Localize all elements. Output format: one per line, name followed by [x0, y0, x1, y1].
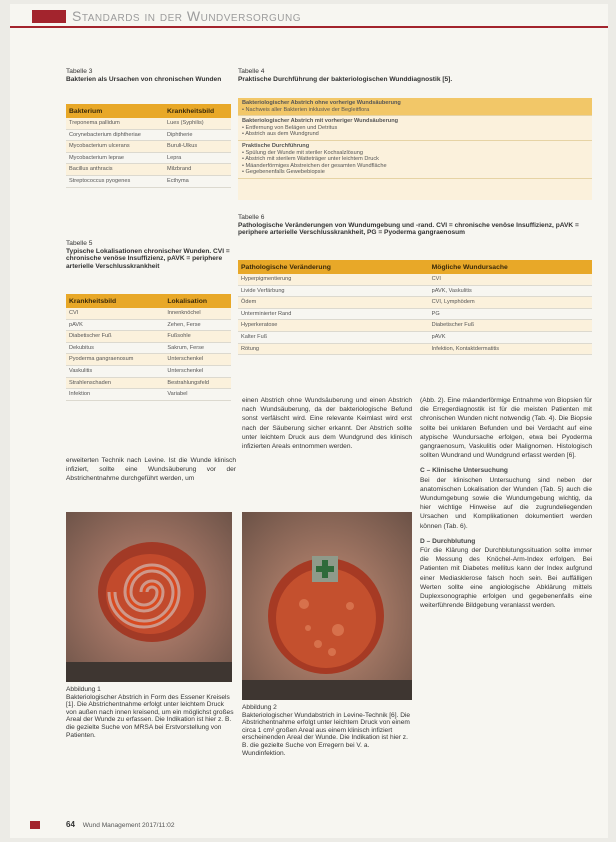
- table6-header-0: Pathologische Veränderung: [238, 260, 429, 274]
- table-cell: Dekubitus: [66, 342, 164, 354]
- table4-bullet: • Mäanderförmiges Abstreichen der gesamten Wundfläche: [242, 162, 387, 169]
- table-cell: Hyperpigmentierung: [238, 274, 429, 285]
- table-row: [66, 389, 231, 401]
- table4-bullet: • Gegebenenfalls Gewebebiopsie: [242, 169, 325, 176]
- table5-caption: Tabelle 5: [66, 240, 93, 247]
- table3: [66, 104, 231, 188]
- page-header-title: Standards in der Wundversorgung: [72, 8, 301, 24]
- table-cell: Streptococcus pyogenes: [66, 175, 164, 187]
- table-cell: Lues (Syphilis): [164, 118, 231, 129]
- table-cell: Unterschenkel: [164, 365, 231, 377]
- header-mark: [32, 10, 66, 23]
- table-cell: Pyoderma gangraenosum: [66, 354, 164, 366]
- table-row: [66, 175, 231, 187]
- table5-title: Typische Lokalisationen chronischer Wunden. CVI = chronische venöse Insuffizienz, pAVK = periphere arterielle Verschlusskrankheit: [66, 247, 230, 270]
- table-cell: Milzbrand: [164, 164, 231, 176]
- table-row: [66, 377, 231, 389]
- table4-bullet: • Entfernung von Belägen und Detritus: [242, 124, 338, 131]
- figure2-photo: [242, 512, 412, 700]
- table-cell: Livide Verfärbung: [238, 285, 429, 297]
- table-row: [66, 331, 231, 343]
- table-cell: Bestrahlungsfeld: [164, 377, 231, 389]
- table-row: [66, 141, 231, 153]
- table4-box: [238, 98, 592, 200]
- body-column-2-text: einen Abstrich ohne Wundsäuberung und einen Abstrich nach Wundsäuberung, da der bakteriologische Befund sonst verfälscht wird. Eine relevante Keimlast wird erst nach der Säuberung sicher erkannt. Der Abstrich sollte unter leichtem Druck aus dem Wundgrund des klinisch infizierten Areals entnommen werden.: [242, 397, 412, 451]
- figure2-caption: Abbildung 2: [242, 704, 277, 711]
- table-cell: Mycobacterium leprae: [66, 152, 164, 164]
- table4-bullet: • Nachweis aller Bakterien inklusive der Begleitflora: [242, 106, 370, 113]
- table-row: [66, 354, 231, 366]
- table-cell: Innenknöchel: [164, 308, 231, 319]
- table-cell: Fußsohle: [164, 331, 231, 343]
- figure1-caption: Abbildung 1: [66, 686, 101, 693]
- table-row: [66, 118, 231, 129]
- table-cell: Strahlenschaden: [66, 377, 164, 389]
- table4-caption-block: [238, 68, 592, 83]
- table-row: [66, 308, 231, 319]
- table-row: [238, 297, 592, 309]
- header-rule: [10, 26, 608, 28]
- table-cell: pAVK, Vaskulitis: [429, 285, 592, 297]
- table-row: [238, 331, 592, 343]
- table4-bullet: • Abstrich mit sterilem Watteträger unter leichtem Druck: [242, 156, 379, 163]
- table4-bullet: • Spülung der Wunde mit steriler Kochsalzlösung: [242, 149, 363, 156]
- col3-subheading-c: C – Klinische Untersuchung: [420, 467, 508, 475]
- journal-name: Wund Management 2017/11:02: [82, 822, 175, 829]
- table-cell: Diabetischer Fuß: [66, 331, 164, 343]
- body-column-1-text: erweiterten Technik nach Levine. Ist die Wunde klinisch infiziert, sollte eine Wundsäuberung vor der Abstrichentnahme durchgeführt werden, um: [66, 457, 236, 483]
- table-row: [238, 274, 592, 285]
- table4-bullet: • Abstrich aus dem Wundgrund: [242, 131, 319, 138]
- table-cell: Treponema pallidum: [66, 118, 164, 129]
- table3-caption-block: [66, 68, 231, 83]
- footer-mark: [30, 821, 40, 829]
- body-column-1: [66, 456, 236, 502]
- table-cell: Diphtherie: [164, 129, 231, 141]
- table-cell: Infektion: [66, 389, 164, 401]
- table3-title: Bakterien als Ursachen von chronischen Wunden: [66, 75, 222, 83]
- table-cell: Infektion, Kontaktdermatitis: [429, 343, 592, 355]
- table-cell: Lepra: [164, 152, 231, 164]
- table4-title: Praktische Durchführung der bakteriologischen Wunddiagnostik [5].: [238, 75, 453, 83]
- table4-group-heading: Bakteriologischer Abstrich mit vorheriger Wundsäuberung: [242, 118, 399, 125]
- table4-group: [238, 116, 592, 141]
- table-cell: Vaskulitis: [66, 365, 164, 377]
- table4-group-heading: Bakteriologischer Abstrich ohne vorherige Wundsäuberung: [242, 100, 401, 106]
- table-cell: Corynebacterium diphtheriae: [66, 129, 164, 141]
- table5-header-1: Lokalisation: [164, 294, 231, 308]
- table-cell: Unterminierter Rand: [238, 308, 429, 320]
- table-cell: Buruli-Ulkus: [164, 141, 231, 153]
- page-footer: [66, 820, 175, 829]
- table-cell: Unterschenkel: [164, 354, 231, 366]
- table-row: [66, 342, 231, 354]
- figure1-text: Bakteriologischer Abstrich in Form des Essener Kreisels [1]. Die Abstrichentnahme erfolgt unter leichtem Druck von außen nach innen kreisend, um ein möglichst großes Areal der Wunde zu erfassen. Die Indikation ist hier z. B. die gezielte Suche von MRSA bei Erstvorstellung von Patienten.: [66, 693, 234, 739]
- table5-caption-block: [66, 240, 231, 270]
- table-row: [66, 152, 231, 164]
- col3-para-2: Bei der klinischen Untersuchung sind neben der anatomischen Lokalisation der Wunden (Tab. 5) auch die Wundumgebung sowie die Wundumgebung wichtig, da hier wichtige Hinweise auf die zugrundeliegenden Ursachen und Komplikationen dokumentiert werden können (Tab. 6).: [420, 476, 592, 530]
- table6-header-1: Mögliche Wundursache: [429, 260, 592, 274]
- body-column-2: [242, 396, 412, 502]
- table4-group: [238, 141, 592, 179]
- table-cell: Diabetischer Fuß: [429, 320, 592, 332]
- table6-title: Pathologische Veränderungen von Wundumgebung und -rand. CVI = chronische venöse Insuffizienz, pAVK = periphere arterielle Verschlusskrankheit, PG = Pyoderma gangraenosum: [238, 221, 579, 237]
- table-row: [238, 308, 592, 320]
- table-row: [66, 319, 231, 331]
- table3-caption: Tabelle 3: [66, 68, 93, 75]
- body-column-3: [420, 396, 592, 810]
- table-cell: Sakrum, Ferse: [164, 342, 231, 354]
- table-row: [238, 343, 592, 355]
- table-cell: CVI, Lymphödem: [429, 297, 592, 309]
- table4-group-heading: Praktische Durchführung: [242, 142, 310, 149]
- table-cell: Rötung: [238, 343, 429, 355]
- table6-caption-block: [238, 214, 592, 237]
- figure1-photo: [66, 512, 232, 682]
- figure1-caption-block: [66, 686, 234, 739]
- table-cell: CVI: [429, 274, 592, 285]
- table-cell: Kalter Fuß: [238, 331, 429, 343]
- table4-group: [238, 98, 592, 116]
- page: [10, 4, 608, 838]
- table-row: [66, 129, 231, 141]
- col3-subheading-d: D – Durchblutung: [420, 537, 476, 545]
- table-row: [238, 320, 592, 332]
- figure2-text: Bakteriologischer Wundabstrich in Levine-Technik [6]. Die Abstrichentnahme erfolgt unter leichtem Druck von einem circa 1 cm² großen Areal aus einem klinisch infiziert erscheinenden Areal der Wunde. Die Indikation ist hier z. B. die gezielte Suche von Erregern bei V. a. Wundinfektion.: [242, 711, 411, 757]
- page-number: 64: [66, 820, 75, 829]
- col3-para-1: (Abb. 2). Eine mäanderförmige Entnahme von Biopsien für die Erregerdiagnostik ist für die meisten Patienten mit chronischen Wunden nicht notwendig (Tab. 4). Die Biopsie sollte bei unklaren Befunden und bei Verdacht auf eine atypische Wundursache erfolgen, etwa bei Pyoderma gangraenosum, Vaskulitis oder Malignomen. Histologisch sollten Wundrand und Wundgrund erfasst werden [6].: [420, 397, 592, 460]
- table4-caption: Tabelle 4: [238, 68, 265, 75]
- table-cell: pAVK: [429, 331, 592, 343]
- table6-caption: Tabelle 6: [238, 214, 265, 221]
- table-row: [66, 164, 231, 176]
- table-row: [238, 285, 592, 297]
- table-cell: Zehen, Ferse: [164, 319, 231, 331]
- table3-header-1: Krankheitsbild: [164, 104, 231, 118]
- table-cell: PG: [429, 308, 592, 320]
- table-cell: Variabel: [164, 389, 231, 401]
- table-cell: pAVK: [66, 319, 164, 331]
- col3-para-3: Für die Klärung der Durchblutungssituation sollte immer die Messung des Knöchel-Arm-Index erfolgen. Bei Patienten mit Diabetes mellitus kann der Index aufgrund einer Mediasklerose falsch hoch sein. Bei auffälligen Werten sollte eine angiologische Abklärung mittels Duplexsonographie erfolgen und gegebenenfalls eine weiterführende Bildgebung veranlasst werden.: [420, 547, 592, 610]
- table5-header-0: Krankheitsbild: [66, 294, 164, 308]
- table-cell: Bacillus anthracis: [66, 164, 164, 176]
- table5: [66, 294, 231, 401]
- table-row: [66, 365, 231, 377]
- table3-header-0: Bakterium: [66, 104, 164, 118]
- table-cell: Hyperkeratose: [238, 320, 429, 332]
- table-cell: CVI: [66, 308, 164, 319]
- table-cell: Ödem: [238, 297, 429, 309]
- figure2-caption-block: [242, 704, 412, 757]
- table-cell: Ecthyma: [164, 175, 231, 187]
- table-cell: Mycobacterium ulcerans: [66, 141, 164, 153]
- table6: [238, 260, 592, 355]
